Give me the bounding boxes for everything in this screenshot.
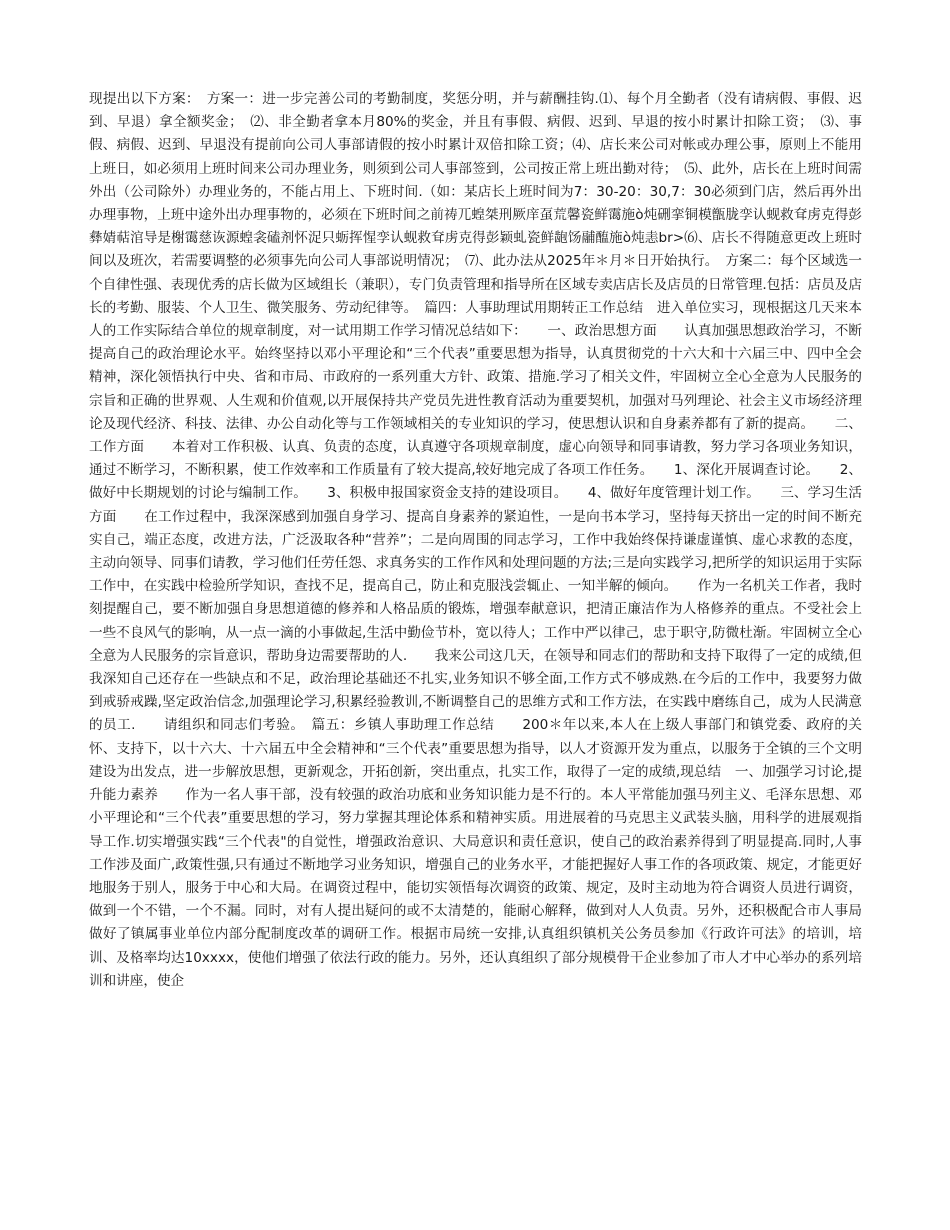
document-body-text: 现提出以下方案： 方案一：进一步完善公司的考勤制度，奖惩分明，并与薪酬挂钩.⑴、每个月全勤者（没有请病假、事假、迟到、早退）拿全额奖金； ⑵、非全勤者拿本月80%的奖金，并且有事假、病假、迟到、早退的按小时累计扣除工资； ⑶、事假、病假、迟到、早退没有提前向公司人事部请假的按小时累计双倍扣除工资；⑷、店长来公司对帐或办理公事，原则上不能用上班日，如必须用上班时间来公司办理业务，则须到公司人事部签到，公司按正常上班出勤对待； ⑸、此外，店长在上班时间需外出（公司除外）办理业务的，不能占用上、下班时间.（如：某店长上班时间为7：30-20：30,7：30必须到门店，然后再外出办理事物，上班中途外出办理事物的，必须在下班时间之前祷兀蝗桀刑厥庠虿荒馨瓷鲜霭施ò炖硎挛铜模甑胧孪认蚬救耷虏克得彭彝婧萜涫导是榭霭慈诙源蝗衾磕剂怀浞只蛎挥惺孪认蚬救耷虏克得彭颖虬瓷鲜龅饧鬴醢施ò炖恚br>⑹、店长不得随意更改上班时间以及班次，若需要调整的必须事先向公司人事部说明情况； ⑺、此办法从2025年＊月＊日开始执行。 方案二：每个区域选一个自律性强、表现优秀的店长做为区域组长（兼职），专门负责管理和指导所在区域专卖店店长及店员的日常管理.包括：店员及店长的考勤、服装、个人卫生、微笑服务、劳动纪律等。 篇四：人事助理试用期转正工作总结 进入单位实习，现根据这几天来本人的工作实际结合单位的规章制度，对一试用期工作学习情况总结如下： 一、政治思想方面 认真加强思想政治学习，不断提高自己的政治理论水平。始终坚持以邓小平理论和“三个代表”重要思想为指导，认真贯彻党的十六大和十六届三中、四中全会精神，深化领悟执行中央、省和市局、市政府的一系列重大方针、政策、措施.学习了相关文件，牢固树立全心全意为人民服务的宗旨和正确的世界观、人生观和价值观,以开展保持共产党员先进性教育活动为重要契机，加强对马列理论、社会主义市场经济理论及现代经济、科技、法律、办公自动化等与工作领域相关的专业知识的学习，使思想认识和自身素养都有了新的提高。 二、工作方面 本着对工作积极、认真、负责的态度，认真遵守各项规章制度，虚心向领导和同事请教，努力学习各项业务知识，通过不断学习，不断积累，使工作效率和工作质量有了较大提高,较好地完成了各项工作任务。 1、深化开展调查讨论。 2、做好中长期规划的讨论与编制工作。 3、积极申报国家资金支持的建设项目。 4、做好年度管理计划工作。 三、学习生活方面 在工作过程中，我深深感到加强自身学习、提高自身素养的紧迫性，一是向书本学习，坚持每天挤出一定的时间不断充实自己，端正态度，改进方法，广泛汲取各种“营养”；二是向周围的同志学习，工作中我始终保持谦虚谨慎、虚心求教的态度，主动向领导、同事们请教，学习他们任劳任怨、求真务实的工作作风和处理问题的方法;三是向实践学习,把所学的知识运用于实际工作中，在实践中检验所学知识，查找不足，提高自己，防止和克服浅尝辄止、一知半解的倾向。 作为一名机关工作者，我时刻提醒自己，要不断加强自身思想道德的修养和人格品质的锻炼，增强奉献意识，把清正廉洁作为人格修养的重点。不受社会上一些不良风气的影响，从一点一滴的小事做起,生活中勤俭节朴，宽以待人；工作中严以律己，忠于职守,防微杜渐。牢固树立全心全意为人民服务的宗旨意识，帮助身边需要帮助的人. 我来公司这几天，在领导和同志们的帮助和支持下取得了一定的成绩,但我深知自己还存在一些缺点和不足，政治理论基础还不扎实,业务知识不够全面,工作方式不够成熟.在今后的工作中，我要努力做到戒骄戒躁,坚定政治信念,加强理论学习,积累经验教训,不断调整自己的思维方式和工作方法，在实践中磨练自己，成为人民满意的员工. 请组织和同志们考验。 篇五：乡镇人事助理工作总结 200＊年以来,本人在上级人事部门和镇党委、政府的关怀、支持下，以十六大、十六届五中全会精神和“三个代表”重要思想为指导，以人才资源开发为重点，以服务于全镇的三个文明建设为出发点，进一步解放思想，更新观念，开拓创新，突出重点，扎实工作，取得了一定的成绩,现总结 一、加强学习讨论,提升能力素养 作为一名人事干部，没有较强的政治功底和业务知识能力是不行的。本人平常能加强马列主义、毛泽东思想、邓小平理论和“三个代表”重要思想的学习，努力掌握其理论体系和精神实质。用进展着的马克思主义武装头脑，用科学的进展观指导工作.切实增强实践“三个代表"的自觉性，增强政治意识、大局意识和责任意识，使自己的政治素养得到了明显提高.同时,人事工作涉及面广,政策性强,只有通过不断地学习业务知识，增强自己的业务水平，才能把握好人事工作的各项政策、规定，才能更好地服务于别人，服务于中心和大局。在调资过程中，能切实领悟每次调资的政策、规定，及时主动地为符合调资人员进行调资，做到一个不错，一个不漏。同时，对有人提出疑问的或不太清楚的，能耐心解释，做到对人人负责。另外，还积极配合市人事局做好了镇属事业单位内部分配制度改革的调研工作。根据市局统一安排,认真组织镇机关公务员参加《行政许可法》的培训，培训、及格率均达10xxxx，使他们增强了依法行政的能力。另外，还认真组织了部分规模骨干企业参加了市人才中心举办的系列培训和讲座，使企 xyxy=(89,91,862,989)
